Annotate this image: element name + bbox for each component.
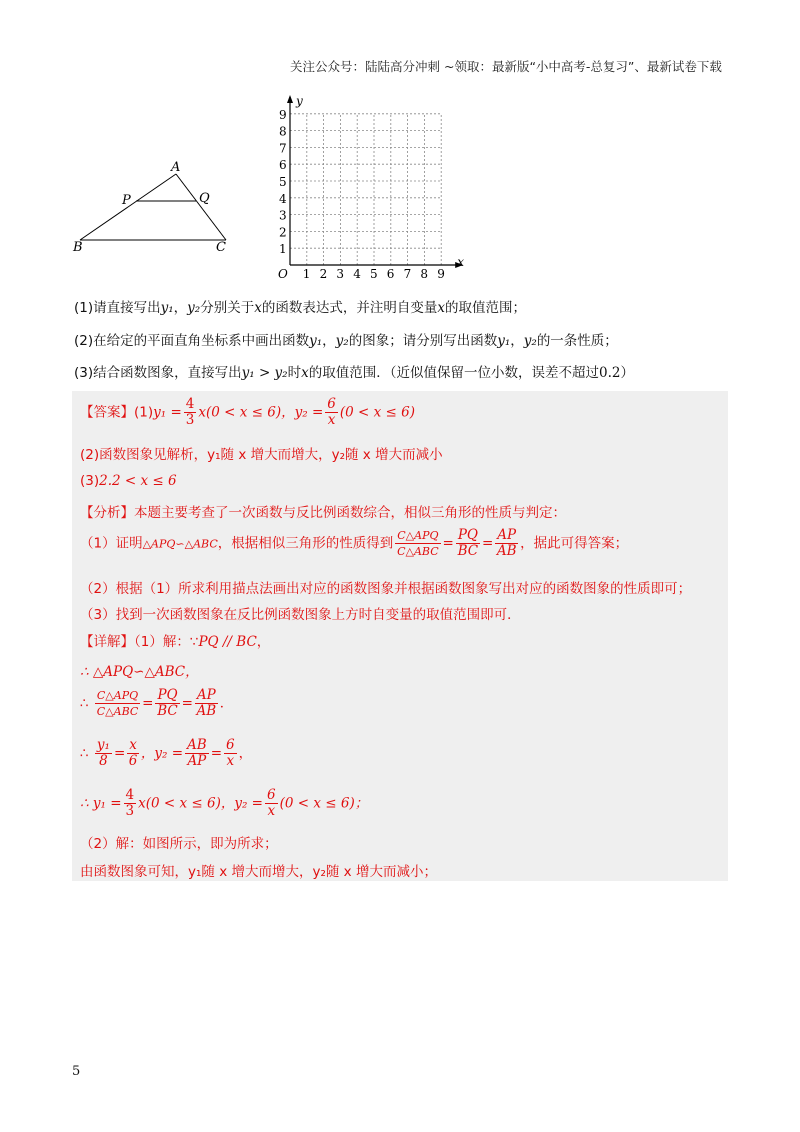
detail-line-6: （2）解：如图所示，即为所求； [80,836,278,852]
analysis-step-1: （1）证明△APQ∽△ABC，根据相似三角形的性质得到 $\frac{\text{C△APQ}}{\text{C△ABC}}$ = $\frac{PQ}{BC}$ = $\frac{AP}{AB}$ ，据此可得答案； [80,527,629,559]
x-tick-label: 8 [420,267,429,280]
question-2: (2)在给定的平面直角坐标系中画出函数y₁，y₂的图象；请分别写出函数y₁，y₂的一条性质； [74,333,618,349]
x-tick-label: 6 [386,267,395,280]
analysis-step-3: （3）找到一次函数图象在反比例函数图象上方时自变量的取值范围即可． [80,607,521,623]
detail-line-4: ∴ $\frac{\text{y₁}}{8}$ = $\frac{x}{6}$ ，y₂ = $\frac{AB}{AP}$ = $\frac{6}{x}$ ， [80,737,253,769]
label-b: B [73,240,83,254]
analysis-intro: 【分析】本题主要考查了一次函数与反比例函数综合，相似三角形的性质与判定： [80,505,566,521]
y-tick-label: 9 [279,107,287,122]
detail-line-2: ∴ △APQ∽△ABC， [80,664,199,680]
x-tick-label: 1 [302,267,311,280]
y-tick-label: 7 [279,141,287,156]
x-tick-label: 9 [437,267,445,280]
y-tick-label: 3 [279,208,287,223]
question-1: (1)请直接写出y₁，y₂分别关于x的函数表达式，并注明自变量x的取值范围； [74,300,526,316]
y-axis-label: y [296,95,303,108]
label-q: Q [199,191,210,206]
label-p: P [122,193,131,208]
analysis-step-2: （2）根据（1）所求利用描点法画出对应的函数图象并根据函数图象写出对应的函数图象的性质即可； [80,581,692,597]
detail-line-5: ∴ y₁ = $\frac{4}{3}$ x(0 < x ≤ 6)，y₂ = $\frac{6}{x}$ (0 < x ≤ 6)； [80,787,369,819]
answer-line-2: (2)函数图象见解析，y₁随 x 增大而增大，y₂随 x 增大而减小 [80,447,443,463]
question-3: (3)结合函数图象，直接写出y₁ > y₂时x的取值范围．（近似值保留一位小数，误差不超过0.2） [74,365,634,381]
answer-line-3: (3)2.2 < x ≤ 6 [80,473,177,489]
x-tick-label: 5 [370,267,378,280]
x-axis-label: x [457,255,464,269]
label-c: C [216,240,226,254]
origin-label: O [278,267,288,280]
detail-line-3: ∴ $\frac{\text{C△APQ}}{\text{C△ABC}}$ = $\frac{PQ}{BC}$ = $\frac{AP}{AB}$ ． [80,687,234,719]
triangle-figure [70,158,240,254]
x-tick-label: 4 [353,267,361,280]
y-tick-label: 8 [279,124,287,139]
y-axis-arrow [287,95,293,103]
answer-line-1: 【答案】(1)y₁ = $\frac{4}{3}$ x(0 < x ≤ 6)，y₂ = $\frac{6}{x}$ (0 < x ≤ 6) [80,396,415,428]
y-tick-label: 2 [279,225,287,240]
coordinate-grid [268,95,468,280]
x-tick-label: 3 [336,267,345,280]
x-tick-label: 2 [319,267,328,280]
detail-line-1: 【详解】（1）解：∵PQ // BC， [80,634,271,650]
y-tick-label: 1 [279,242,287,257]
y-tick-label: 5 [279,175,287,189]
label-a: A [171,160,181,175]
detail-line-7: 由函数图象可知，y₁随 x 增大而增大，y₂随 x 增大而减小； [80,864,437,880]
x-tick-label: 7 [403,267,412,280]
page-header: 关注公众号：陆陆高分冲刺 ~领取：最新版“小中高考-总复习”、最新试卷下载 [290,59,722,74]
page-number: 5 [72,1064,81,1079]
y-tick-label: 6 [279,158,287,173]
y-tick-label: 4 [279,191,287,206]
side-ac [176,174,226,240]
